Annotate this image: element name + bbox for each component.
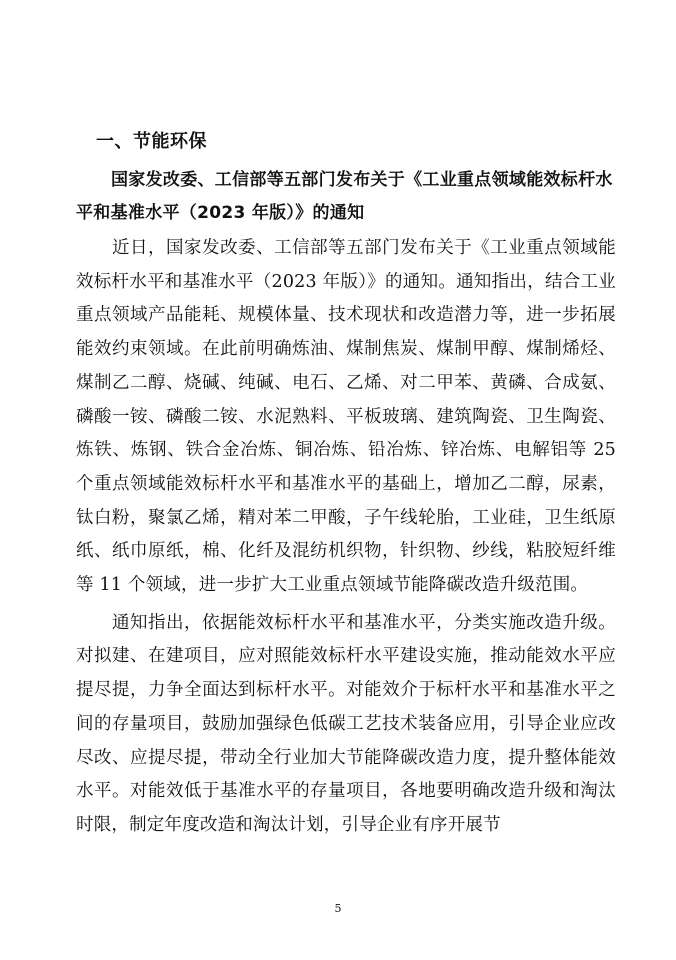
paragraph-1: 近日，国家发改委、工信部等五部门发布关于《工业重点领域能效标杆水平和基准水平（2023 年版）》的通知。通知指出，结合工业重点领域产品能耗、规模体量、技术现状和改造潜力等，进一步拓展能效约束领域。在此前明确炼油、煤制焦炭、煤制甲醇、煤制烯烃、煤制乙二醇、烧碱、纯碱、电石、乙烯、对二甲苯、黄磷、合成氨、磷酸一铵、磷酸二铵、水泥熟料、平板玻璃、建筑陶瓷、卫生陶瓷、炼铁、炼钢、铁合金冶炼、铜冶炼、铅冶炼、锌冶炼、电解铝等 25 个重点领域能效标杆水平和基准水平的基础上，增加乙二醇，尿素，钛白粉，聚氯乙烯，精对苯二甲酸，子午线轮胎，工业硅，卫生纸原纸、纸巾原纸，棉、化纤及混纺机织物，针织物、纱线，粘胶短纤维等 11 个领域，进一步扩大工业重点领域节能降碳改造升级范围。 xyxy=(76,238,616,596)
page-number: 5 xyxy=(334,902,342,915)
document-body xyxy=(76,126,616,843)
paragraph-2: 通知指出，依据能效标杆水平和基准水平，分类实施改造升级。对拟建、在建项目，应对照能效标杆水平建设实施，推动能效水平应提尽提，力争全面达到标杆水平。对能效介于标杆水平和基准水平之间的存量项目，鼓励加强绿色低碳工艺技术装备应用，引导企业应改尽改、应提尽提，带动全行业加大节能降碳改造力度，提升整体能效水平。对能效低于基准水平的存量项目，各地要明确改造升级和淘汰时限，制定年度改造和淘汰计划，引导企业有序开展节 xyxy=(76,612,616,835)
section-heading: 一、节能环保 xyxy=(96,131,207,152)
article-title: 国家发改委、工信部等五部门发布关于《工业重点领域能效标杆水平和基准水平（2023 年版）》的通知 xyxy=(76,170,613,223)
